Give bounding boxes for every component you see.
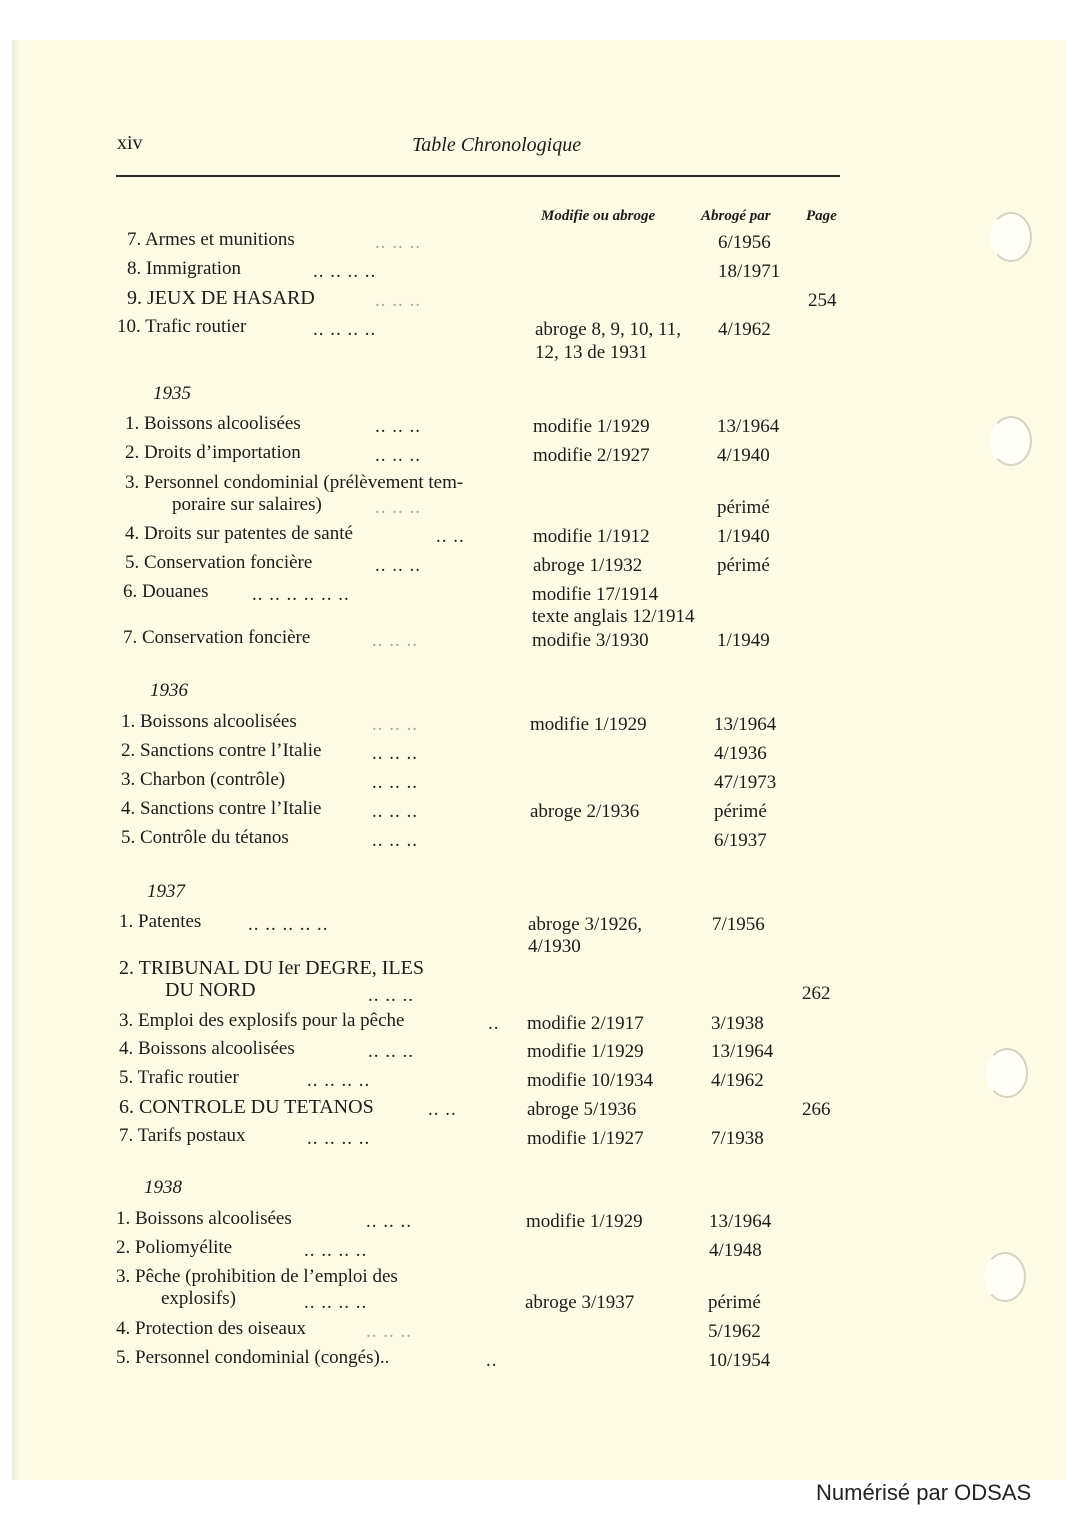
repealed-by: 4/1962	[718, 319, 771, 340]
repealed-by: 5/1962	[708, 1321, 761, 1342]
leader-dots: .. .. .. ..	[313, 319, 377, 340]
repealed-by: 6/1937	[714, 830, 767, 851]
entry-title: 7. Conservation foncière	[123, 627, 311, 648]
repealed-by: 7/1938	[711, 1128, 764, 1149]
page-number: xiv	[117, 132, 143, 154]
entry-title: 2. Poliomyélite	[116, 1237, 233, 1258]
entry-title: 1. Boissons alcoolisées	[125, 413, 301, 434]
repealed-by: 13/1964	[717, 416, 780, 437]
entry-title: 2. Sanctions contre l’Italie	[121, 740, 322, 761]
leader-dots: .. .. ..	[375, 232, 421, 253]
modifies-text: abroge 3/1926,	[528, 914, 642, 935]
repealed-by: 4/1948	[709, 1240, 762, 1261]
leader-dots: .. .. ..	[372, 714, 418, 735]
modifies-text: modifie 1/1929	[530, 714, 647, 735]
entry-title: 9. JEUX DE HASARD	[127, 287, 315, 309]
modifies-text: modifie 2/1917	[527, 1013, 644, 1034]
leader-dots: .. .. ..	[368, 985, 414, 1006]
page-ref: 262	[802, 983, 831, 1004]
leader-dots: .. ..	[436, 526, 465, 547]
entry-title: 2. Droits d’importation	[125, 442, 301, 463]
leader-dots: .. .. .. .. ..	[248, 914, 329, 935]
year-heading: 1937	[147, 881, 185, 902]
repealed-by: 13/1964	[709, 1211, 772, 1232]
leader-dots: .. .. .. ..	[307, 1070, 371, 1091]
repealed-by: 3/1938	[711, 1013, 764, 1034]
binder-hole	[984, 1252, 1026, 1302]
entry-title: 1. Boissons alcoolisées	[121, 711, 297, 732]
entry-title: 4. Protection des oiseaux	[116, 1318, 306, 1339]
repealed-by: 13/1964	[714, 714, 777, 735]
year-heading: 1935	[153, 383, 191, 404]
repealed-by: périmé	[717, 555, 770, 576]
leader-dots: .. .. ..	[375, 555, 421, 576]
binder-hole	[990, 416, 1032, 466]
entry-title: 4. Boissons alcoolisées	[119, 1038, 295, 1059]
entry-title: 6. CONTROLE DU TETANOS	[119, 1096, 374, 1118]
leader-dots: .. .. ..	[375, 416, 421, 437]
repealed-by: 47/1973	[714, 772, 777, 793]
column-header-modifies: Modifie ou abroge	[541, 208, 656, 224]
leader-dots: .. .. ..	[372, 772, 418, 793]
leader-dots: .. .. ..	[372, 743, 418, 764]
repealed-by: périmé	[714, 801, 767, 822]
modifies-text: modifie 2/1927	[533, 445, 650, 466]
modifies-text: 4/1930	[528, 936, 581, 957]
modifies-text: modifie 10/1934	[527, 1070, 654, 1091]
leader-dots: .. .. ..	[375, 445, 421, 466]
leader-dots: .. .. ..	[372, 830, 418, 851]
modifies-text: 12, 13 de 1931	[535, 342, 648, 363]
repealed-by: 1/1940	[717, 526, 770, 547]
entry-title: 1. Boissons alcoolisées	[116, 1208, 292, 1229]
year-heading: 1938	[144, 1177, 182, 1198]
repealed-by: périmé	[708, 1292, 761, 1313]
leader-dots: .. .. ..	[375, 290, 421, 311]
entry-title: 3. Personnel condominial (prélèvement tem-	[125, 472, 464, 493]
leader-dots: .. .. .. ..	[304, 1292, 368, 1313]
entry-title-continued: DU NORD	[165, 979, 256, 1001]
entry-title-continued: explosifs)	[161, 1288, 236, 1309]
page-ref: 254	[808, 290, 837, 311]
leader-dots: .. .. ..	[372, 630, 418, 651]
repealed-by: 1/1949	[717, 630, 770, 651]
entry-title: 8. Immigration	[127, 258, 241, 279]
modifies-text: abroge 3/1937	[525, 1292, 635, 1313]
digitization-credit: Numérisé par ODSAS	[816, 1480, 1032, 1505]
page-title: Table Chronologique	[412, 134, 582, 156]
leader-dots: .. .. .. ..	[313, 261, 377, 282]
entry-title: 3. Emploi des explosifs pour la pêche	[119, 1010, 405, 1031]
entry-title: 2. TRIBUNAL DU Ier DEGRE, ILES	[119, 957, 424, 979]
leader-dots: .. .. .. ..	[307, 1128, 371, 1149]
entry-title: 5. Trafic routier	[119, 1067, 239, 1088]
entry-title-continued: poraire sur salaires)	[172, 494, 322, 515]
entry-title: 4. Droits sur patentes de santé	[125, 523, 353, 544]
entry-title: 7. Armes et munitions	[127, 229, 295, 250]
entry-title: 5. Personnel condominial (congés)..	[116, 1347, 390, 1368]
leader-dots: .. .. ..	[375, 497, 421, 518]
leader-dots: .. ..	[428, 1099, 457, 1120]
modifies-text: abroge 2/1936	[530, 801, 640, 822]
repealed-by: 4/1940	[717, 445, 770, 466]
page-ref: 266	[802, 1099, 831, 1120]
column-header-page: Page	[806, 208, 837, 224]
binder-hole	[990, 212, 1032, 262]
leader-dots: .. .. .. .. .. ..	[252, 584, 350, 605]
entry-title: 4. Sanctions contre l’Italie	[121, 798, 322, 819]
repealed-by: 4/1936	[714, 743, 767, 764]
column-header-repealed-by: Abrogé par	[701, 208, 771, 224]
modifies-text: modifie 1/1929	[527, 1041, 644, 1062]
repealed-by: 6/1956	[718, 232, 771, 253]
repealed-by: 18/1971	[718, 261, 781, 282]
leader-dots: .. .. ..	[372, 801, 418, 822]
modifies-text: texte anglais 12/1914	[532, 606, 695, 627]
entry-title: 5. Contrôle du tétanos	[121, 827, 289, 848]
repealed-by: 7/1956	[712, 914, 765, 935]
modifies-text: modifie 17/1914	[532, 584, 659, 605]
modifies-text: modifie 1/1912	[533, 526, 650, 547]
leader-dots: .. .. ..	[366, 1211, 412, 1232]
year-heading: 1936	[150, 680, 188, 701]
leader-dots: .. .. ..	[368, 1041, 414, 1062]
leader-dots: .. .. .. ..	[304, 1240, 368, 1261]
header-rule	[116, 175, 840, 177]
repealed-by: périmé	[717, 497, 770, 518]
repealed-by: 13/1964	[711, 1041, 774, 1062]
leader-dots: .. .. ..	[366, 1321, 412, 1342]
page-edge	[12, 40, 20, 1480]
entry-title: 10. Trafic routier	[117, 316, 247, 337]
leader-dots: ..	[488, 1013, 500, 1034]
entry-title: 5. Conservation foncière	[125, 552, 313, 573]
modifies-text: abroge 8, 9, 10, 11,	[535, 319, 681, 340]
modifies-text: modifie 1/1927	[527, 1128, 644, 1149]
binder-hole	[986, 1048, 1028, 1098]
repealed-by: 10/1954	[708, 1350, 771, 1371]
entry-title: 1. Patentes	[119, 911, 202, 932]
entry-title: 6. Douanes	[123, 581, 209, 602]
modifies-text: modifie 3/1930	[532, 630, 649, 651]
repealed-by: 4/1962	[711, 1070, 764, 1091]
modifies-text: modifie 1/1929	[526, 1211, 643, 1232]
modifies-text: modifie 1/1929	[533, 416, 650, 437]
entry-title: 7. Tarifs postaux	[119, 1125, 246, 1146]
entry-title: 3. Pêche (prohibition de l’emploi des	[116, 1266, 398, 1287]
modifies-text: abroge 5/1936	[527, 1099, 637, 1120]
entry-title: 3. Charbon (contrôle)	[121, 769, 286, 790]
leader-dots: ..	[486, 1350, 498, 1371]
modifies-text: abroge 1/1932	[533, 555, 643, 576]
